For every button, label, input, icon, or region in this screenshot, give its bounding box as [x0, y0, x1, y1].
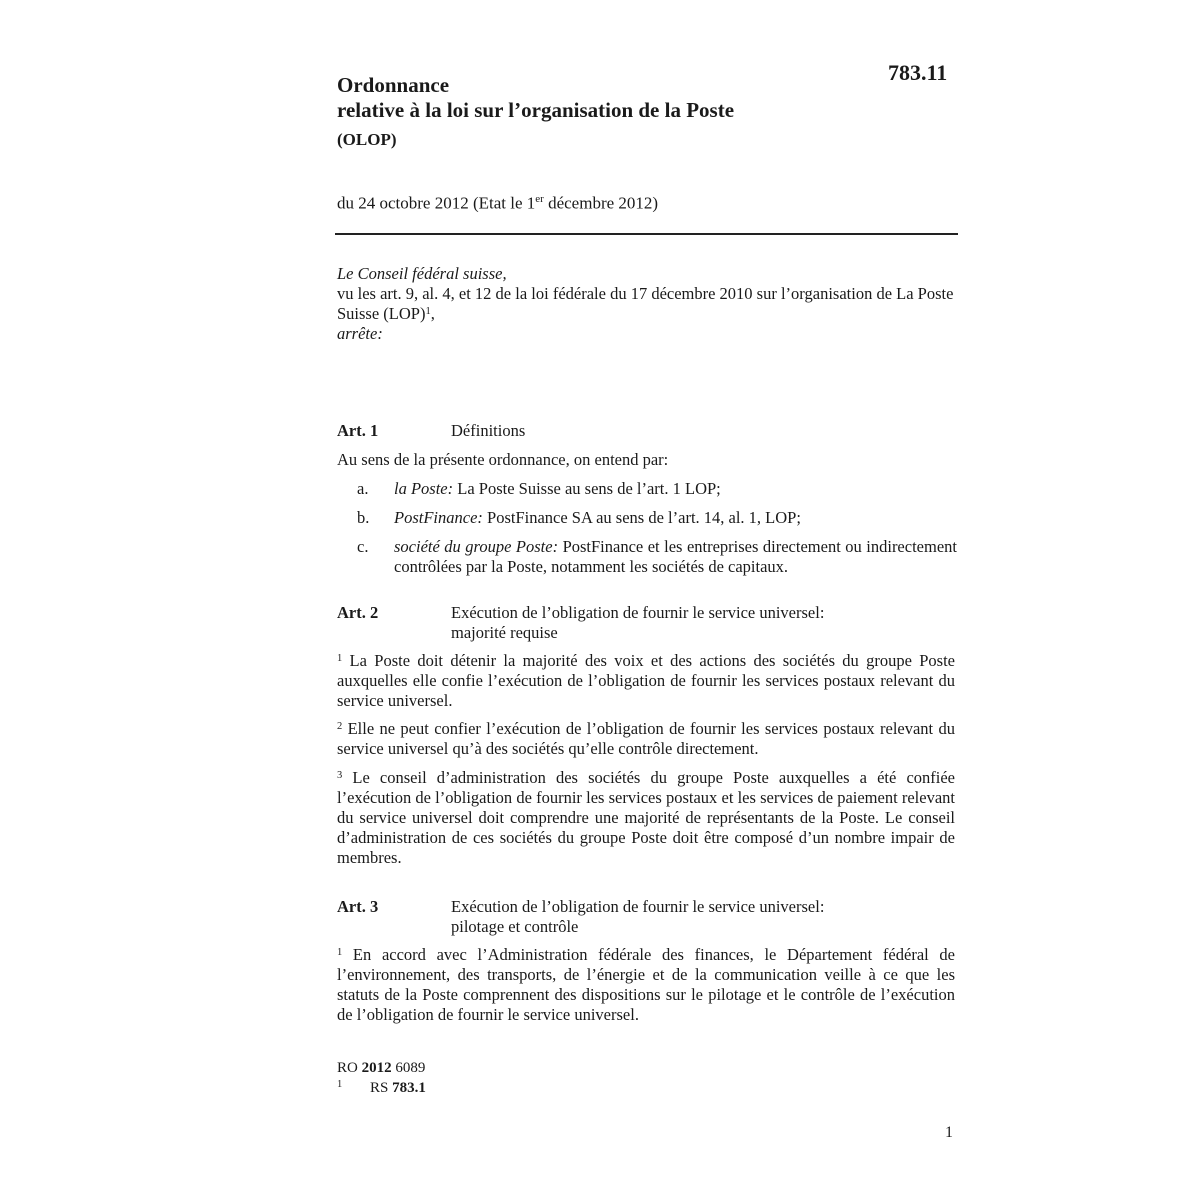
preamble-basis-text: vu les art. 9, al. 4, et 12 de la loi fédérale du 17 décembre 2010 sur l’organisation de La Poste Suisse (LOP)	[337, 284, 954, 323]
definition-label: a.	[357, 479, 369, 498]
date-superscript: er	[535, 193, 544, 205]
definition-label: c.	[357, 537, 369, 556]
title-line-2: relative à la loi sur l’organisation de la Poste	[337, 98, 735, 122]
article-3-title-line-1: Exécution de l’obligation de fournir le service universel:	[451, 897, 825, 916]
definition-term: PostFinance:	[394, 508, 483, 527]
official-compilation-ref	[337, 1058, 426, 1078]
ro-prefix: RO	[337, 1060, 362, 1076]
footnote-ref-1[interactable]: 1	[425, 306, 431, 317]
paragraph-number: 3	[337, 770, 343, 781]
paragraph-number: 1	[337, 653, 343, 664]
definition-body: PostFinance et les entreprises directement ou indirectement contrôlées par la Poste, notamment les sociétés de capitaux.	[394, 537, 957, 576]
article-2-number: Art. 2	[337, 603, 379, 622]
title-abbreviation: (OLOP)	[337, 130, 397, 149]
title-line-1: Ordonnance	[337, 73, 450, 97]
paragraph-text: La Poste doit détenir la majorité des voix et des actions des sociétés du groupe Poste auxquelles elle confie l’exécution de l’obligation de fournir les services postaux relevant du service universel.	[337, 651, 955, 710]
article-1-title: Définitions	[451, 421, 526, 440]
definition-item	[357, 537, 957, 577]
definition-text	[394, 508, 957, 528]
article-1-definitions	[357, 479, 957, 577]
article-3-title	[451, 897, 951, 937]
footnote-1-text	[370, 1078, 426, 1098]
preamble-basis-end: ,	[430, 304, 435, 323]
page-number: 1	[945, 1124, 953, 1141]
definition-term: la Poste:	[394, 479, 454, 498]
article-2-paragraph	[337, 651, 955, 711]
footnote-1-number: 1	[337, 1079, 343, 1090]
article-3-title-line-2: pilotage et contrôle	[451, 917, 579, 936]
footnote-1	[337, 1078, 426, 1098]
paragraph-number: 2	[337, 721, 343, 732]
footnotes	[337, 1058, 426, 1098]
article-2-title	[451, 603, 951, 643]
date-suffix: décembre 2012)	[543, 193, 659, 213]
ro-page: 6089	[391, 1060, 426, 1076]
date-prefix: du 24 octobre 2012 (Etat le 1	[337, 193, 536, 213]
definition-item	[357, 479, 957, 499]
definition-body: PostFinance SA au sens de l’art. 14, al. 1, LOP;	[482, 508, 801, 527]
sr-number: 783.11	[888, 60, 948, 85]
article-1-intro: Au sens de la présente ordonnance, on entend par:	[337, 450, 669, 469]
paragraph-text: Elle ne peut confier l’exécution de l’obligation de fournir les services postaux relevant du service universel qu’à des sociétés qu’elle contrôle directement.	[337, 719, 955, 758]
article-2-title-line-1: Exécution de l’obligation de fournir le service universel:	[451, 603, 825, 622]
definition-term: société du groupe Poste:	[394, 537, 559, 556]
definition-text	[394, 479, 957, 499]
definition-label: b.	[357, 508, 370, 527]
article-2-title-line-2: majorité requise	[451, 623, 558, 642]
title-divider	[335, 233, 958, 235]
preamble	[337, 264, 955, 344]
definition-text	[394, 537, 957, 577]
definition-body: La Poste Suisse au sens de l’art. 1 LOP;	[453, 479, 721, 498]
definition-item	[357, 508, 957, 528]
preamble-basis	[337, 284, 955, 324]
footnote-1-ref[interactable]: 783.1	[392, 1080, 426, 1096]
article-2-paragraph	[337, 719, 955, 759]
article-3-number: Art. 3	[337, 897, 379, 916]
footnote-1-prefix: RS	[370, 1080, 393, 1096]
ro-year: 2012	[361, 1060, 392, 1076]
paragraph-text: En accord avec l’Administration fédérale des finances, le Département fédéral de l’environnement, des transports, de l’énergie et de la communication veille à ce que les statuts de la Poste comprennent des dispositions sur le pilotage et le contrôle de l’exécution de l’obligation de fournir le service universel.	[337, 945, 955, 1024]
paragraph-number: 1	[337, 947, 343, 958]
preamble-authority: Le Conseil fédéral suisse,	[337, 264, 507, 283]
paragraph-text: Le conseil d’administration des sociétés du groupe Poste auxquelles a été confiée l’exécution de l’obligation de fournir les services postaux et les services de paiement relevant du service universel doit comprendre une majorité de représentants de la Poste. Le conseil d’administration de ces sociétés du groupe Poste doit être composé d’un nombre impair de membres.	[337, 768, 955, 867]
ordinance-title	[337, 73, 897, 151]
preamble-decree: arrête:	[337, 324, 383, 343]
article-2-paragraph	[337, 768, 955, 868]
article-3-paragraph	[337, 945, 955, 1025]
article-1-number: Art. 1	[337, 421, 379, 440]
ordinance-date	[337, 193, 658, 214]
